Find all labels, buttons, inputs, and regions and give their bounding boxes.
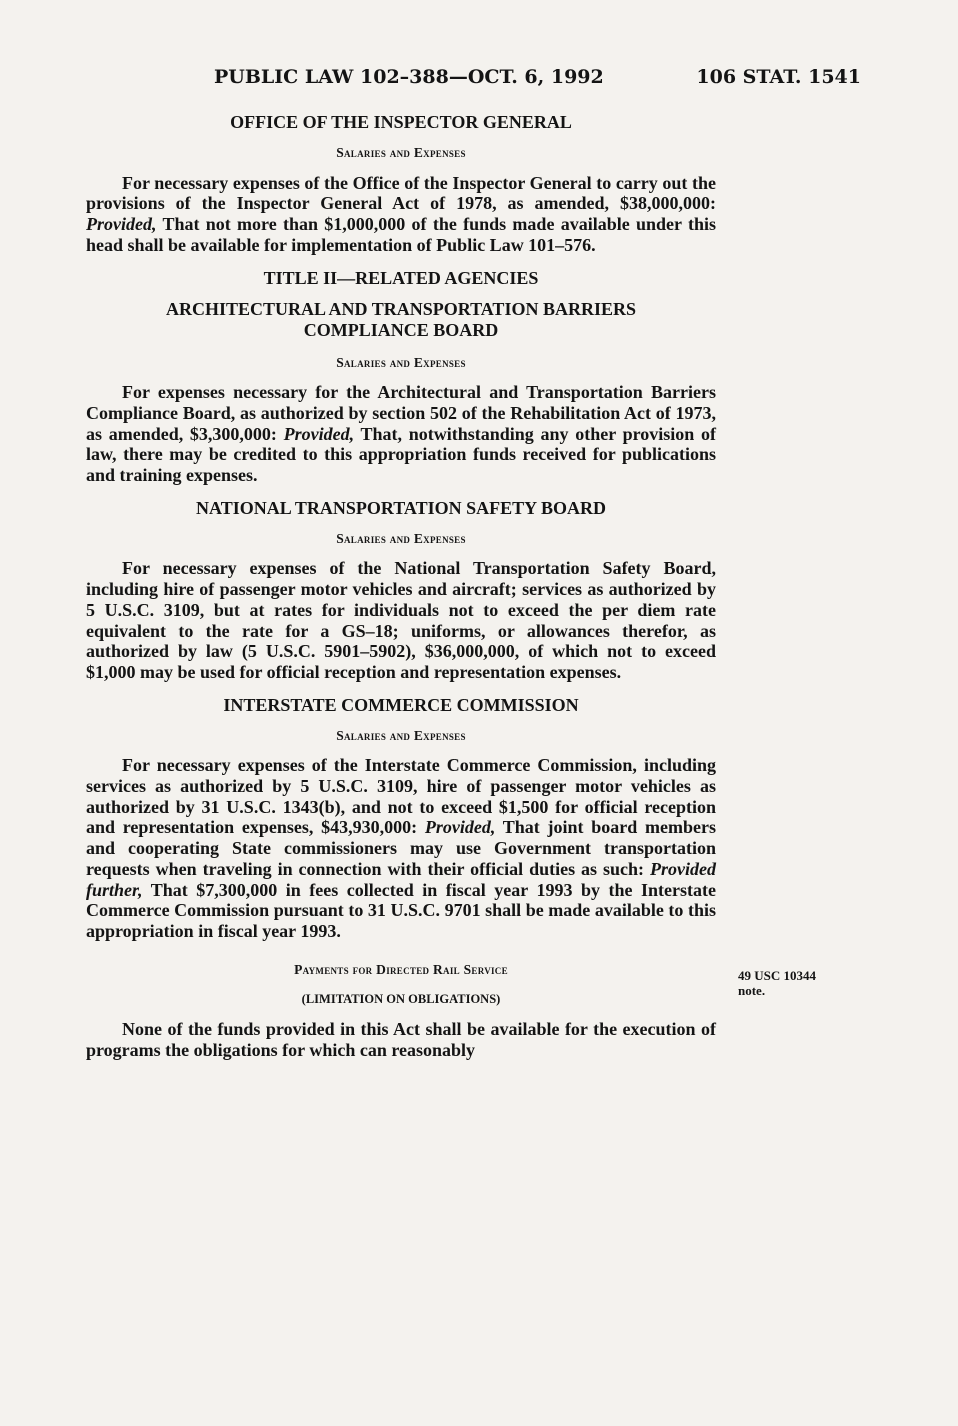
paragraph-icc: For necessary expenses of the Interstate Commerce Commission, including services as authorized by 5 U.S.C. 3109, hire of passenger motor vehicles as authorized by 31 U.S.C. 1343(b), and not to exceed $1,500 for official reception and representation expenses, $43,930,000: Provided, That joint board members and cooperating State commissioners may use Government transportation requests when traveling in connection with their official duties as such: Provided further, That $7,300,000 in fees collected in fiscal year 1993 by the Interstate Commerce Commission pursuant to 31 U.S.C. 9701 shall be made available to this appropriation in fiscal year 1993. xyxy=(86,755,716,941)
subsection-title-ntsb: Salaries and Expenses xyxy=(336,530,466,546)
document-body xyxy=(86,112,716,1073)
page-header xyxy=(86,66,861,100)
section-title-icc: INTERSTATE COMMERCE COMMISSION xyxy=(223,694,579,715)
paragraph-atbcb: For expenses necessary for the Architectural and Transportation Barriers Compliance Board, as authorized by section 502 of the Rehabilitation Act of 1973, as amended, $3,300,000: Provided, That, notwithstanding any other provision of law, there may be credited to this appropriation funds received for publications and training expenses. xyxy=(86,382,716,486)
section-title-ntsb: NATIONAL TRANSPORTATION SAFETY BOARD xyxy=(196,497,606,518)
subsection-title-icc: Salaries and Expenses xyxy=(336,727,466,743)
limitation-on-obligations-label: (LIMITATION ON OBLIGATIONS) xyxy=(301,992,501,1007)
title-ii-heading: TITLE II—RELATED AGENCIES xyxy=(263,267,539,288)
paragraph-oig: For necessary expenses of the Office of the Inspector General to carry out the provisions of the Inspector General Act of 1978, as amended, $38,000,000: Provided, That not more than $1,000,000 of the funds made available under this head shall be available for implementation of Public Law 101–576. xyxy=(86,172,716,255)
section-title-atbcb: ARCHITECTURAL AND TRANSPORTATION BARRIERS COMPLIANCE BOARD xyxy=(166,298,636,340)
statute-page-number: 106 STAT. 1541 xyxy=(696,66,861,88)
paragraph-ntsb: For necessary expenses of the National Transportation Safety Board, including hire of passenger motor vehicles and aircraft; services as authorized by 5 U.S.C. 3109, but at rates for individuals not to exceed the per diem rate equivalent to the rate for a GS–18; uniforms, or allowances therefor, as authorized by law (5 U.S.C. 5901–5902), $36,000,000, of which not to exceed $1,000 may be used for official reception and representation expenses. xyxy=(86,558,716,682)
subsection-title-rail: Payments for Directed Rail Service xyxy=(294,961,508,977)
subsection-title-oig: Salaries and Expenses xyxy=(336,145,466,160)
section-title-oig: OFFICE OF THE INSPECTOR GENERAL xyxy=(230,112,572,132)
marginal-note: 49 USC 10344 note. xyxy=(738,968,817,998)
running-head: PUBLIC LAW 102–388—OCT. 6, 1992 xyxy=(214,66,604,88)
paragraph-rail: None of the funds provided in this Act shall be available for the execution of programs the obligations for which can reasonably xyxy=(86,1019,716,1060)
subsection-title-atbcb: Salaries and Expenses xyxy=(336,354,466,370)
